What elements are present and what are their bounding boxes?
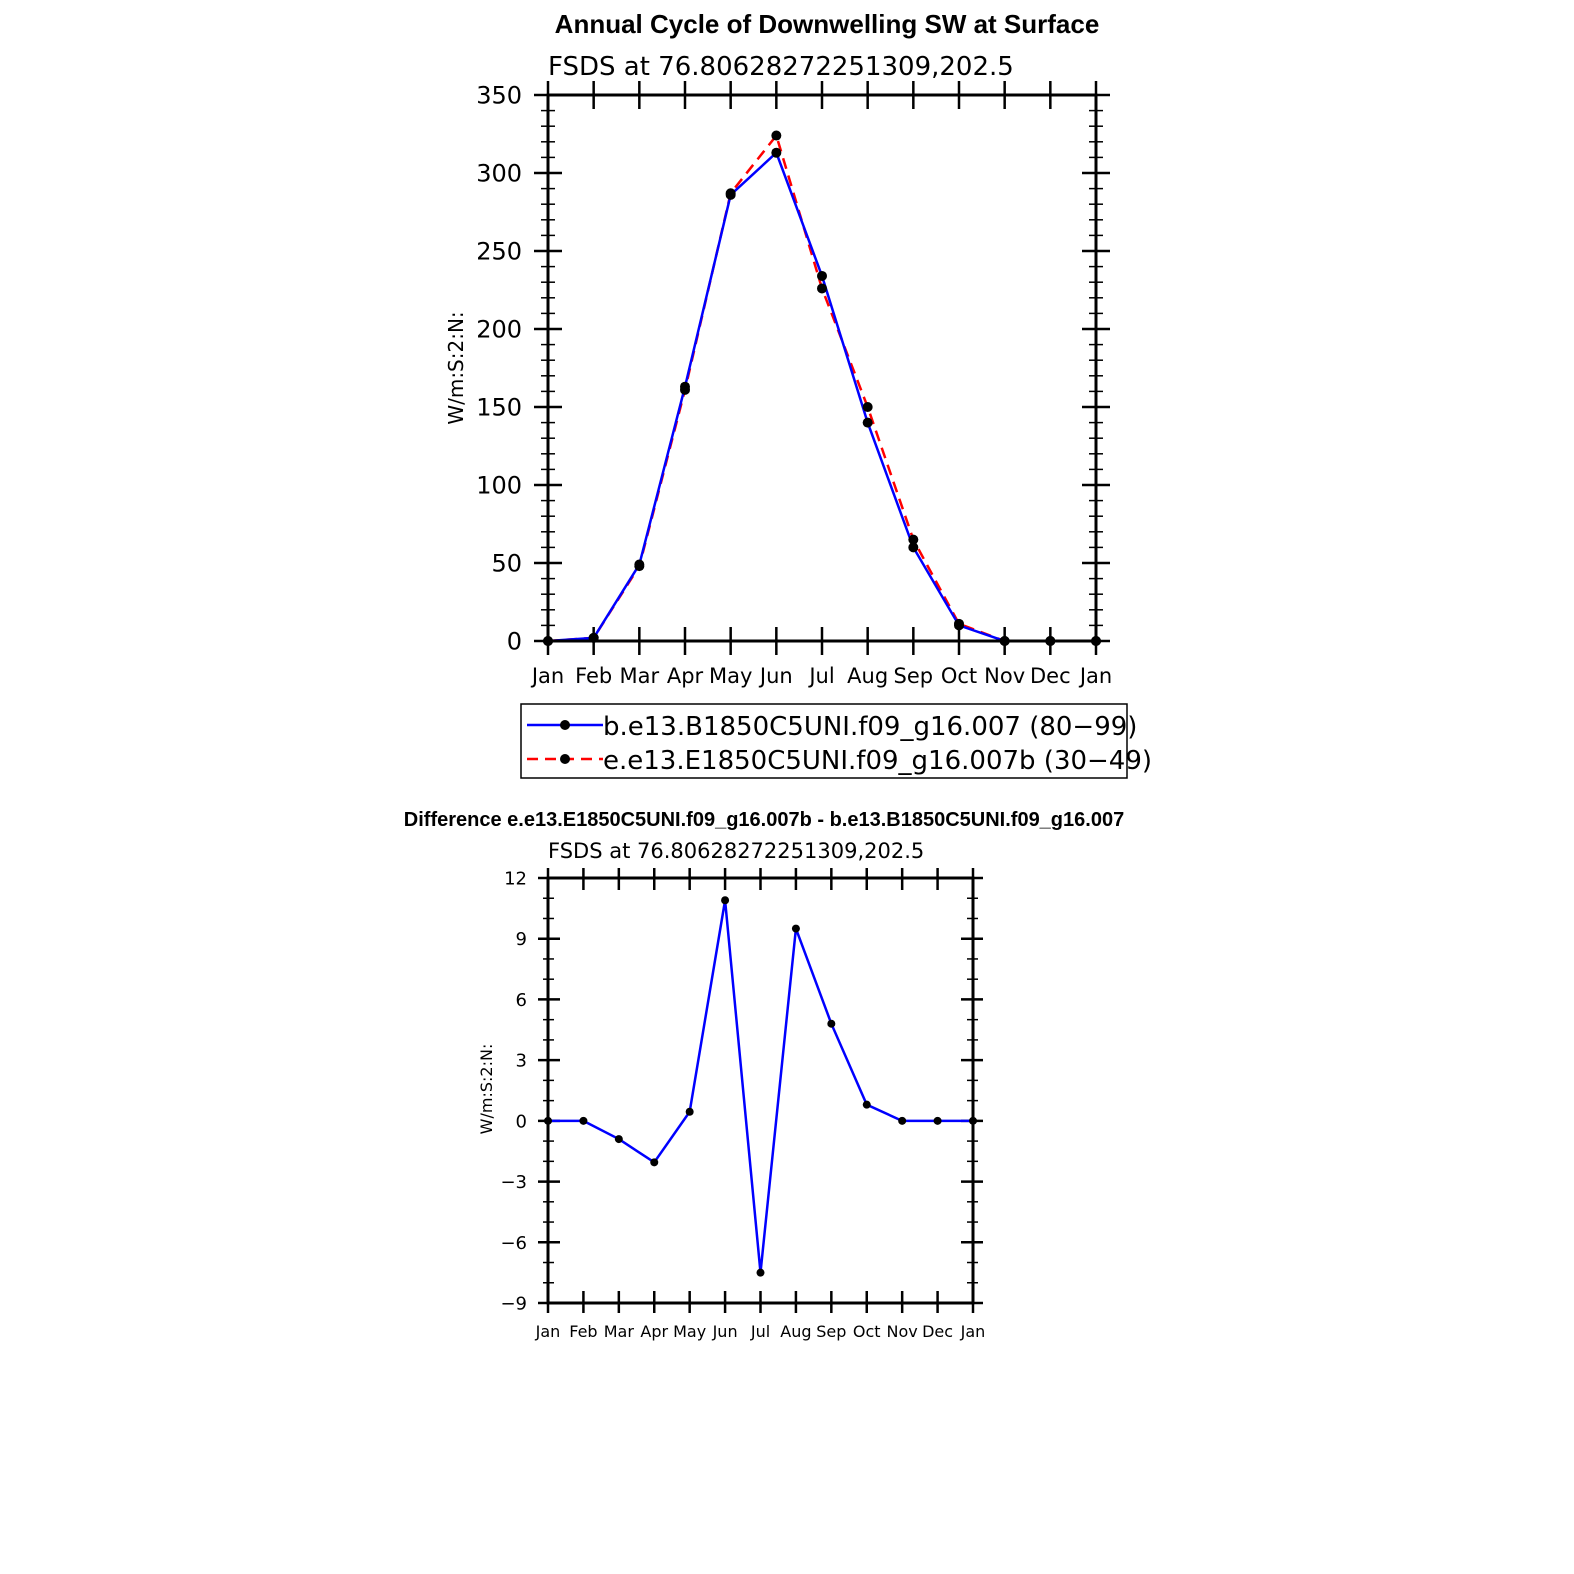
x-tick-label: Jul — [809, 664, 835, 688]
data-point-series-2 — [726, 188, 736, 198]
legend-marker-series-1 — [560, 720, 570, 730]
y-tick-label: 50 — [491, 549, 522, 578]
data-point-series-1 — [721, 896, 729, 904]
data-point-series-1 — [615, 1135, 623, 1143]
x-tick-label: Apr — [666, 664, 704, 688]
data-point-series-2 — [817, 283, 827, 293]
x-tick-label: Dec — [1030, 664, 1071, 688]
x-tick-label: Mar — [603, 1322, 634, 1341]
data-point-series-1 — [863, 1101, 871, 1109]
y-tick-label: 100 — [476, 471, 522, 500]
x-tick-label: May — [673, 1322, 707, 1341]
x-tick-label: Sep — [893, 664, 934, 688]
data-point-series-2 — [771, 131, 781, 141]
x-tick-label: Apr — [640, 1322, 669, 1341]
y-tick-label: 350 — [476, 81, 522, 110]
x-tick-label: Jan — [960, 1322, 986, 1341]
y-tick-label: −9 — [500, 1293, 527, 1315]
x-tick-label: Dec — [922, 1322, 954, 1341]
data-point-series-1 — [934, 1117, 942, 1125]
data-point-series-1 — [898, 1117, 906, 1125]
x-tick-label: Jan — [1079, 664, 1113, 688]
y-axis-label: W/m:S:2:N: — [444, 311, 468, 425]
x-tick-label: Oct — [852, 1322, 881, 1341]
y-tick-label: −3 — [500, 1172, 527, 1194]
x-tick-label: Feb — [575, 664, 613, 688]
data-point-series-2 — [863, 402, 873, 412]
y-tick-label: 200 — [476, 315, 522, 344]
x-tick-label: Feb — [569, 1322, 598, 1341]
x-tick-label: Mar — [619, 664, 660, 688]
data-point-series-2 — [634, 561, 644, 571]
annual-cycle-chart — [444, 9, 1152, 778]
data-point-series-1 — [757, 1269, 765, 1277]
data-point-series-2 — [680, 385, 690, 395]
series-group — [544, 896, 977, 1276]
chart-subtitle: FSDS at 76.80628272251309,202.5 — [548, 839, 925, 863]
x-tick-label: May — [708, 664, 753, 688]
y-tick-label: 12 — [504, 868, 527, 890]
chart-title: Annual Cycle of Downwelling SW at Surface — [554, 9, 1100, 39]
series-line-2 — [548, 136, 1096, 641]
axis-ticks — [534, 81, 1110, 655]
y-tick-label: 250 — [476, 237, 522, 266]
data-point-series-1 — [579, 1117, 587, 1125]
x-tick-label: Sep — [816, 1322, 847, 1341]
y-tick-label: 3 — [515, 1050, 527, 1072]
x-tick-label: Jun — [759, 664, 793, 688]
x-tick-label: Aug — [847, 664, 889, 688]
x-tick-label: Jun — [712, 1322, 738, 1341]
y-axis-label: W/m:S:2:N: — [477, 1043, 496, 1135]
chart-subtitle: FSDS at 76.80628272251309,202.5 — [548, 52, 1014, 82]
data-point-series-1 — [863, 418, 873, 428]
x-tick-label: Jan — [531, 664, 565, 688]
legend-marker-series-2 — [560, 754, 570, 764]
data-point-series-2 — [954, 619, 964, 629]
y-tick-label: 150 — [476, 393, 522, 422]
legend-label-series-2: e.e13.E1850C5UNI.f09_g16.007b (30−49) — [603, 746, 1153, 776]
plot-frame — [548, 878, 973, 1303]
tick-labels — [476, 82, 1112, 688]
data-point-series-1 — [771, 148, 781, 158]
chart-title: Difference e.e13.E1850C5UNI.f09_g16.007b - b.e13.B1850C5UNI.f09_g16.007 — [403, 809, 1125, 831]
difference-chart — [404, 809, 1124, 1341]
data-point-series-2 — [908, 535, 918, 545]
data-point-series-1 — [817, 271, 827, 281]
x-tick-label: Aug — [780, 1322, 812, 1341]
x-tick-label: Oct — [940, 664, 978, 688]
y-tick-label: 0 — [515, 1111, 527, 1133]
data-point-series-1 — [827, 1020, 835, 1028]
series-line-1 — [548, 900, 973, 1272]
data-point-series-1 — [650, 1158, 658, 1166]
legend — [521, 704, 1152, 778]
x-tick-label: Nov — [886, 1322, 918, 1341]
series-group — [543, 131, 1101, 646]
x-tick-label: Jul — [750, 1322, 771, 1341]
y-tick-label: 300 — [476, 159, 522, 188]
tick-labels — [500, 868, 985, 1341]
data-point-series-1 — [686, 1108, 694, 1116]
y-tick-label: −6 — [500, 1232, 527, 1254]
y-tick-label: 9 — [515, 929, 527, 951]
x-tick-label: Nov — [984, 664, 1026, 688]
legend-label-series-1: b.e13.B1850C5UNI.f09_g16.007 (80−99) — [603, 712, 1138, 742]
y-tick-label: 6 — [515, 989, 527, 1011]
series-line-1 — [548, 153, 1096, 641]
y-tick-label: 0 — [506, 627, 522, 656]
x-tick-label: Jan — [535, 1322, 561, 1341]
axis-ticks — [538, 868, 983, 1313]
data-point-series-1 — [792, 925, 800, 933]
plot-frame — [548, 95, 1096, 641]
